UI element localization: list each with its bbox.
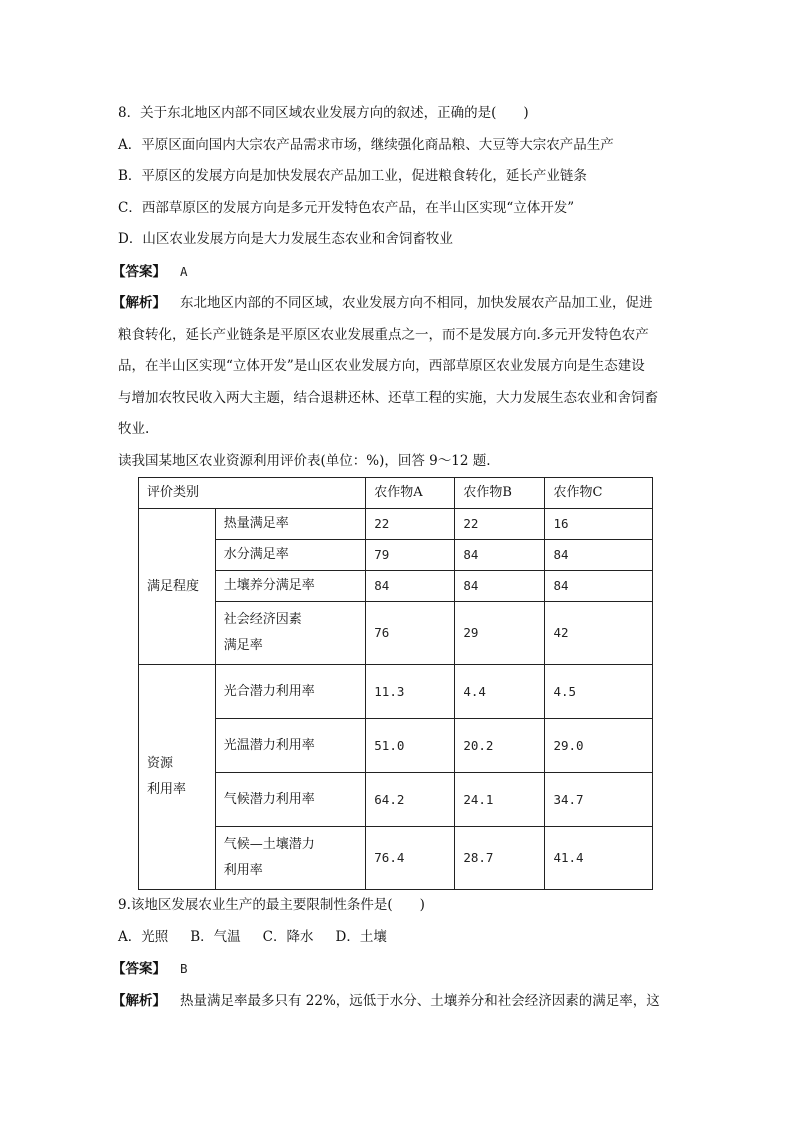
table-intro: 读我国某地区农业资源利用评价表(单位：%)，回答 9～12 题. (118, 452, 491, 469)
q8-analysis-line-4: 与增加农牧民收入两大主题，结合退耕还林、还草工程的实施，大力发展生态农业和舍饲畜 (118, 389, 658, 406)
table-row (139, 665, 653, 719)
cell-b: 24.1 (455, 773, 545, 827)
header-crop-b: 农作物B (455, 478, 545, 509)
table-row (139, 571, 653, 602)
cell-a: 84 (366, 571, 455, 602)
table-row (139, 540, 653, 571)
cell-b: 84 (455, 540, 545, 571)
row-item: 土壤养分满足率 (215, 571, 366, 602)
row-item-line-1: 气候—土壤潜力 (223, 837, 315, 852)
table-header-row (139, 478, 653, 509)
table-row (139, 602, 653, 665)
cell-b: 28.7 (455, 827, 545, 890)
cell-a: 76.4 (366, 827, 455, 890)
table-row (139, 719, 653, 773)
q8-analysis-line-1: 东北地区内部的不同区域，农业发展方向不相同，加快发展农产品加工业，促进 (180, 295, 653, 311)
row-item-line-2: 满足率 (223, 638, 263, 653)
table-row (139, 773, 653, 827)
q9-choice-b: B．气温 (190, 928, 241, 945)
q9-stem: 9.该地区发展农业生产的最主要限制性条件是( ) (118, 897, 425, 913)
q8-analysis (112, 288, 678, 446)
q9-answer-label: 【答案】 (112, 961, 166, 977)
row-item: 水分满足率 (215, 540, 366, 571)
header-crop-c: 农作物C (545, 478, 653, 509)
q8-option-b: B．平原区的发展方向是加快发展农产品加工业，促进粮食转化，延长产业链条 (118, 168, 587, 184)
table-row (139, 509, 653, 540)
q8-analysis-line-5: 牧业. (118, 421, 150, 437)
document-page (112, 98, 678, 1017)
group-satisfaction: 满足程度 (139, 509, 216, 665)
cell-c: 41.4 (545, 827, 653, 890)
q9-choices (118, 922, 678, 954)
cell-a: 76 (366, 602, 455, 665)
header-crop-a: 农作物A (366, 478, 455, 509)
group-utilization-line-2: 利用率 (147, 782, 187, 797)
q9-analysis-line-1: 热量满足率最多只有 22%，远低于水分、土壤养分和社会经济因素的满足率，这 (180, 992, 660, 1009)
q8-answer-value: A (180, 263, 188, 279)
cell-b: 4.4 (455, 665, 545, 719)
row-item: 热量满足率 (215, 509, 366, 540)
q9-answer (112, 953, 678, 986)
evaluation-table (138, 477, 653, 890)
row-item: 气候潜力利用率 (215, 773, 366, 827)
q8-option-d: D．山区农业发展方向是大力发展生态农业和舍饲畜牧业 (118, 231, 453, 247)
cell-c: 34.7 (545, 773, 653, 827)
q9-answer-value: B (180, 961, 188, 976)
row-item: 光合潜力利用率 (215, 665, 366, 719)
cell-b: 20.2 (455, 719, 545, 773)
row-item-line-1: 社会经济因素 (223, 612, 302, 627)
q8-analysis-line-3: 品，在半山区实现“立体开发”是山区农业发展方向，西部草原区农业发展方向是生态建设 (118, 358, 645, 374)
q9-analysis (112, 986, 678, 1018)
row-item-line-2: 利用率 (223, 863, 263, 878)
q9-analysis-label: 【解析】 (112, 992, 166, 1009)
cell-a: 22 (366, 509, 455, 540)
q8-answer (112, 256, 678, 289)
cell-c: 42 (545, 602, 653, 665)
cell-a: 64.2 (366, 773, 455, 827)
cell-c: 16 (545, 509, 653, 540)
cell-c: 29.0 (545, 719, 653, 773)
cell-b: 29 (455, 602, 545, 665)
q8-analysis-line-2: 粮食转化，延长产业链条是平原区农业发展重点之一，而不是发展方向.多元开发特色农产 (118, 326, 649, 343)
row-item (215, 602, 366, 665)
cell-b: 84 (455, 571, 545, 602)
cell-c: 84 (545, 571, 653, 602)
q8-answer-label: 【答案】 (112, 263, 166, 280)
q9-choice-a: A．光照 (118, 928, 169, 945)
header-category: 评价类别 (139, 478, 366, 509)
q8-option-a: A．平原区面向国内大宗农产品需求市场，继续强化商品粮、大豆等大宗农产品生产 (118, 136, 614, 153)
cell-a: 11.3 (366, 665, 455, 719)
row-item: 光温潜力利用率 (215, 719, 366, 773)
group-utilization (139, 665, 216, 890)
q8-analysis-label: 【解析】 (112, 295, 166, 311)
cell-c: 4.5 (545, 665, 653, 719)
cell-a: 79 (366, 540, 455, 571)
q8-option-c: C．西部草原区的发展方向是多元开发特色农产品，在半山区实现“立体开发” (118, 199, 575, 216)
table-row (139, 827, 653, 890)
row-item (215, 827, 366, 890)
cell-c: 84 (545, 540, 653, 571)
cell-b: 22 (455, 509, 545, 540)
group-utilization-line-1: 资源 (147, 756, 174, 771)
q9-choice-c: C．降水 (262, 928, 314, 945)
cell-a: 51.0 (366, 719, 455, 773)
q8-stem: 8．关于东北地区内部不同区域农业发展方向的叙述，正确的是( ) (118, 105, 529, 121)
q9-choice-d: D．土壤 (335, 928, 387, 945)
